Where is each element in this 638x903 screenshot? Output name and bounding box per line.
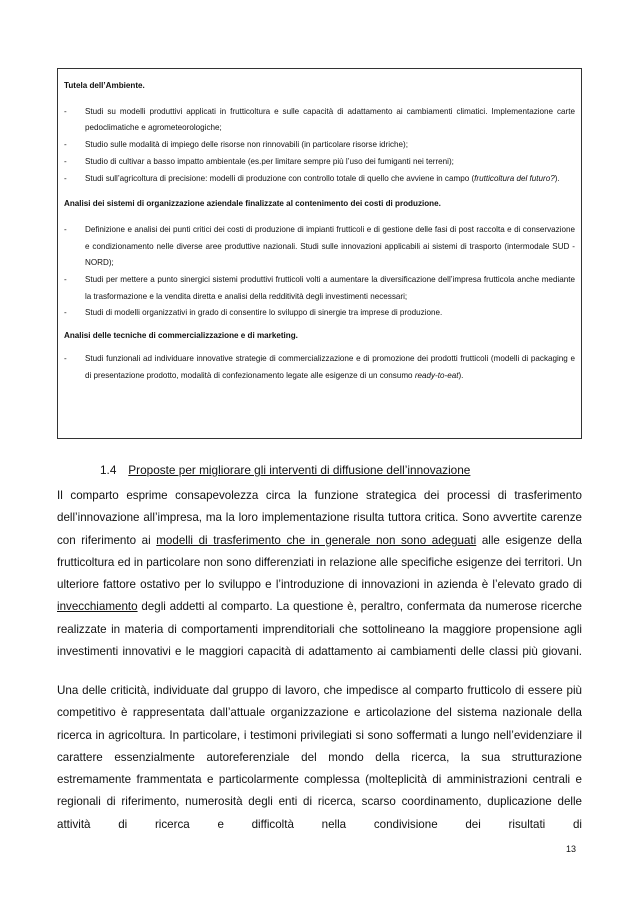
underlined-phrase: modelli di trasferimento che in generale non sono adeguati bbox=[156, 533, 477, 547]
list-item: - Definizione e analisi dei punti critici dei costi di produzione di impianti frutticoli e di gestione delle fasi di post raccolta e di conservazione e condizionamento nelle diverse aree produttive nazionali. Studi sulle innovazioni applicabili ai sistemi di trasporto (intermodale SUD - NORD); bbox=[64, 224, 575, 268]
environment-list bbox=[64, 104, 575, 188]
section-title: Proposte per migliorare gli interventi di diffusione dell’innovazione bbox=[128, 463, 471, 477]
section-heading bbox=[100, 462, 560, 478]
list-item: - Studio di cultivar a basso impatto ambientale (es.per limitare sempre più l’uso dei fumiganti nei terreni); bbox=[64, 156, 454, 166]
section-title-organization: Analisi dei sistemi di organizzazione aziendale finalizzate al contenimento dei costi di produzione. bbox=[64, 199, 441, 209]
marketing-list bbox=[64, 351, 575, 384]
section-title-environment: Tutela dell’Ambiente. bbox=[64, 81, 145, 90]
underlined-word: invecchiamento bbox=[57, 600, 138, 614]
list-item: - Studi per mettere a punto sinergici sistemi produttivi frutticoli volti a aumentare la diversificazione dell’impresa frutticola anche mediante la trasformazione e la vendita diretta e analisi della redditività degli investimenti necessari; bbox=[64, 275, 575, 301]
list-item: - Studi sull’agricoltura di precisione: modelli di produzione con controllo totale di quello che avviene in campo (frutticoltura del futuro?). bbox=[64, 173, 560, 183]
list-item: - Studi funzionali ad individuare innovative strategie di commercializzazione e di promozione dei prodotti frutticoli (modelli di packaging e di presentazione prodotto, modalità di confezionamento legate alle esigenze di un consumo ready-to-eat). bbox=[64, 353, 575, 380]
section-title-marketing: Analisi delle tecniche di commercializzazione e di marketing. bbox=[64, 331, 298, 341]
page-number: 13 bbox=[565, 844, 576, 854]
paragraph-2: Una delle criticità, individuate dal gruppo di lavoro, che impedisce al comparto frutticolo di essere più competitivo è rappresentata dall’attuale organizzazione e articolazione del sistema nazionale della ricerca in agricoltura. In particolare, i testimoni privilegiati si sono soffermati a lungo nell’evidenziare il carattere essenzialmente autoreferenziale del mondo della ricerca, la sua strutturazione estremamente frammentata e particolarmente complessa (molteplicità di amministrazioni centrali e regionali di riferimento, numerosità degli enti di ricerca, scarso coordinamento, duplicazione delle attività di ricerca e difficoltà nella condivisione dei risultati di bbox=[57, 684, 582, 831]
organization-list bbox=[64, 222, 575, 322]
list-item: - Studio sulle modalità di impiego delle risorse non rinnovabili (in particolare risorse idriche); bbox=[64, 140, 409, 150]
section-number: 1.4 bbox=[100, 463, 117, 477]
list-item: - Studi su modelli produttivi applicati in frutticoltura e sulle capacità di adattamento ai cambiamenti climatici. Implementazione carte pedoclimatiche e agrometeorologiche; bbox=[64, 106, 575, 133]
list-item: - Studi di modelli organizzativi in grado di consentire lo sviluppo di sinergie tra imprese di produzione. bbox=[64, 308, 443, 318]
research-topics-box bbox=[57, 68, 582, 439]
paragraph-1: Il comparto esprime consapevolezza circa la funzione strategica dei processi di trasferimento dell’innovazione all’impresa, ma la loro implementazione risulta tuttora critica. Sono avvertite carenze con riferimento ai modelli di trasferimento che in generale non sono adeguati alle esigenze della frutticoltura ed in particolare non sono differenziati in relazione alle specifiche esigenze dei territori. Un ulteriore fattore ostativo per lo sviluppo e l’introduzione di innovazioni in azienda è l’elevato grado di invecchiamento degli addetti al comparto. La questione è, peraltro, confermata da numerose ricerche realizzate in materia di comportamenti imprenditoriali che sottolineano la maggiore propensione agli investimenti innovativi e le maggiori capacità di adattamento ai cambiamenti delle classi più giovani. bbox=[57, 489, 582, 659]
